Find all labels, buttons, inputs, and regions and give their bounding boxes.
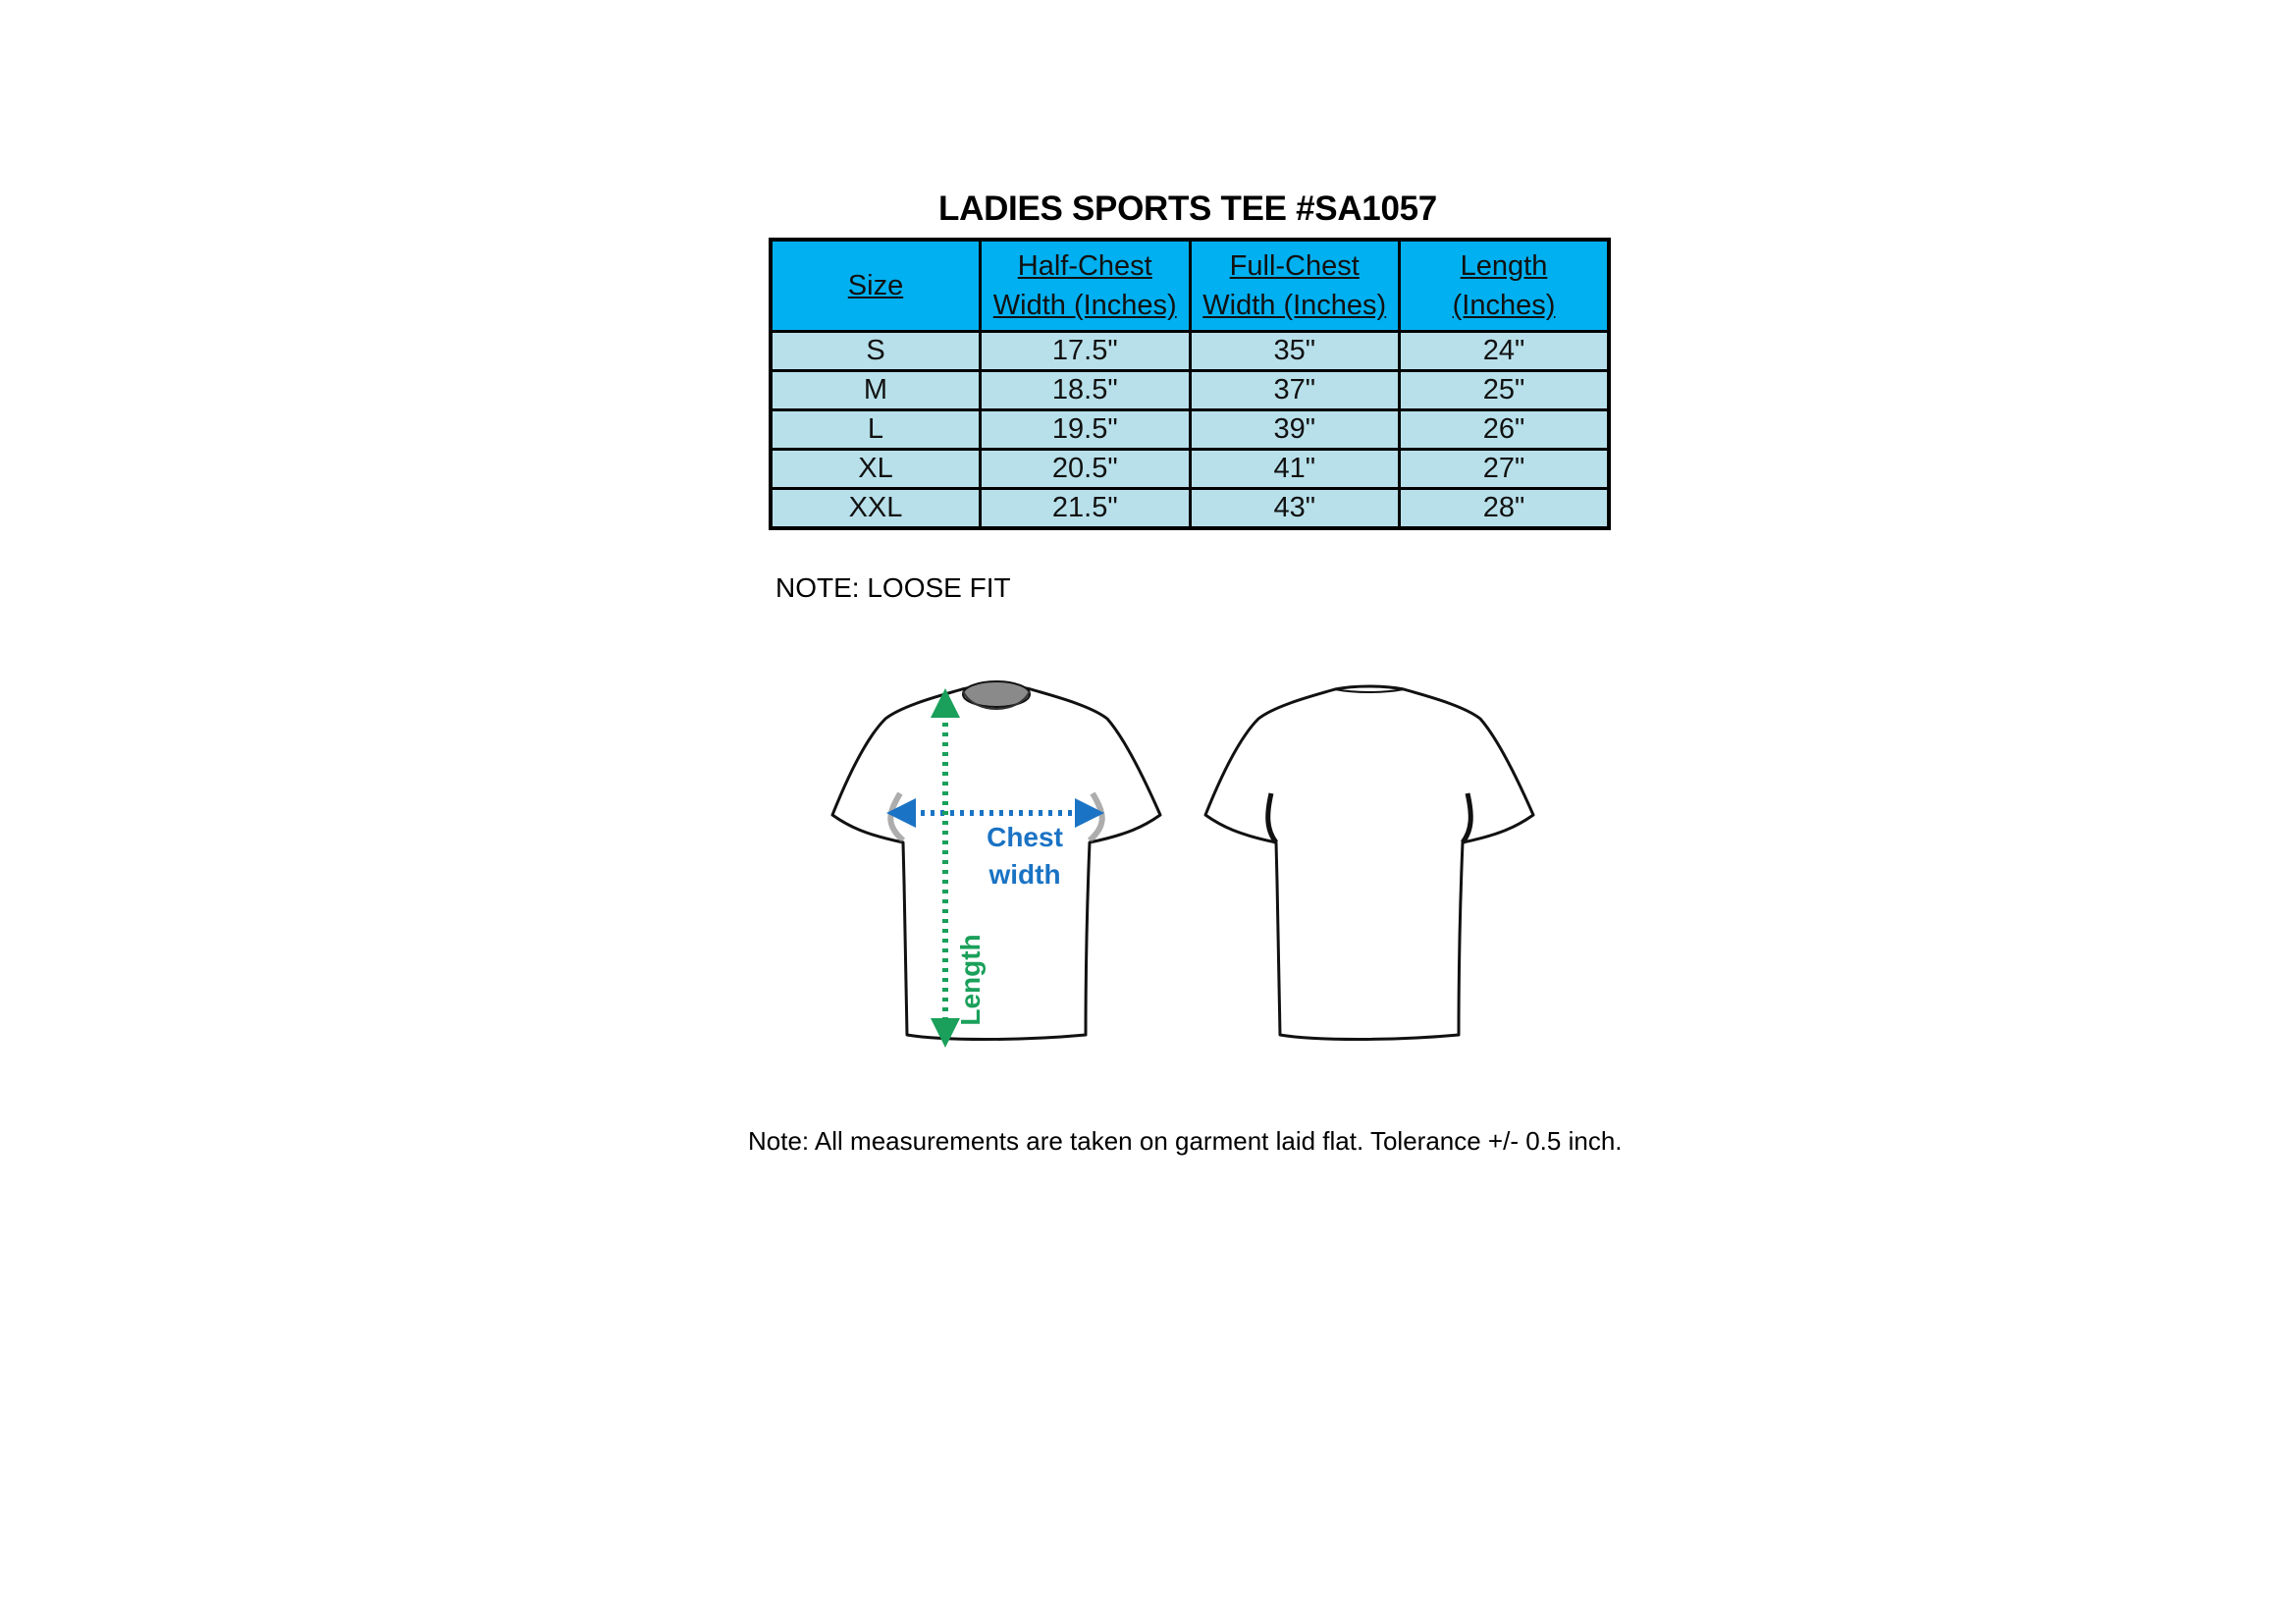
footer-note: Note: All measurements are taken on garment laid flat. Tolerance +/- 0.5 inch. <box>748 1126 1623 1156</box>
cell-full-chest: 39" <box>1190 410 1400 450</box>
cell-half-chest: 18.5" <box>981 371 1191 410</box>
tshirt-back-icon <box>1205 686 1533 1040</box>
cell-half-chest: 20.5" <box>981 450 1191 489</box>
fit-note: NOTE: LOOSE FIT <box>775 572 1011 603</box>
length-label: Length <box>955 934 986 1026</box>
header-half-chest-line2: Width (Inches) <box>992 290 1177 321</box>
header-full-chest-line2: Width (Inches) <box>1202 290 1387 321</box>
cell-full-chest: 35" <box>1190 332 1400 371</box>
cell-length: 26" <box>1400 410 1610 450</box>
cell-half-chest: 17.5" <box>981 332 1191 371</box>
header-half-chest <box>981 240 1191 332</box>
cell-length: 25" <box>1400 371 1610 410</box>
cell-half-chest: 19.5" <box>981 410 1191 450</box>
page-title: LADIES SPORTS TEE #SA1057 <box>938 189 1437 228</box>
header-half-chest-line1: Half-Chest <box>1017 250 1152 282</box>
cell-size: XXL <box>771 489 981 529</box>
header-length-line1: Length <box>1460 250 1548 282</box>
cell-full-chest: 37" <box>1190 371 1400 410</box>
cell-length: 28" <box>1400 489 1610 529</box>
header-size <box>771 240 981 332</box>
cell-size: S <box>771 332 981 371</box>
table-row <box>771 410 1609 450</box>
table-header-row <box>771 240 1609 332</box>
header-length-line2: (Inches) <box>1452 290 1556 321</box>
cell-size: L <box>771 410 981 450</box>
header-length <box>1400 240 1610 332</box>
cell-full-chest: 43" <box>1190 489 1400 529</box>
chest-label-line1: Chest <box>987 822 1063 852</box>
header-full-chest <box>1190 240 1400 332</box>
table-row <box>771 489 1609 529</box>
table-row <box>771 332 1609 371</box>
cell-full-chest: 41" <box>1190 450 1400 489</box>
tshirt-measurement-diagram <box>805 668 1551 1060</box>
table-row <box>771 371 1609 410</box>
cell-size: M <box>771 371 981 410</box>
chest-label-line2: width <box>988 859 1061 890</box>
cell-half-chest: 21.5" <box>981 489 1191 529</box>
table-row <box>771 450 1609 489</box>
cell-length: 27" <box>1400 450 1610 489</box>
header-full-chest-line1: Full-Chest <box>1229 250 1360 282</box>
size-chart-table <box>769 238 1611 530</box>
header-size-label: Size <box>847 270 904 301</box>
cell-size: XL <box>771 450 981 489</box>
cell-length: 24" <box>1400 332 1610 371</box>
